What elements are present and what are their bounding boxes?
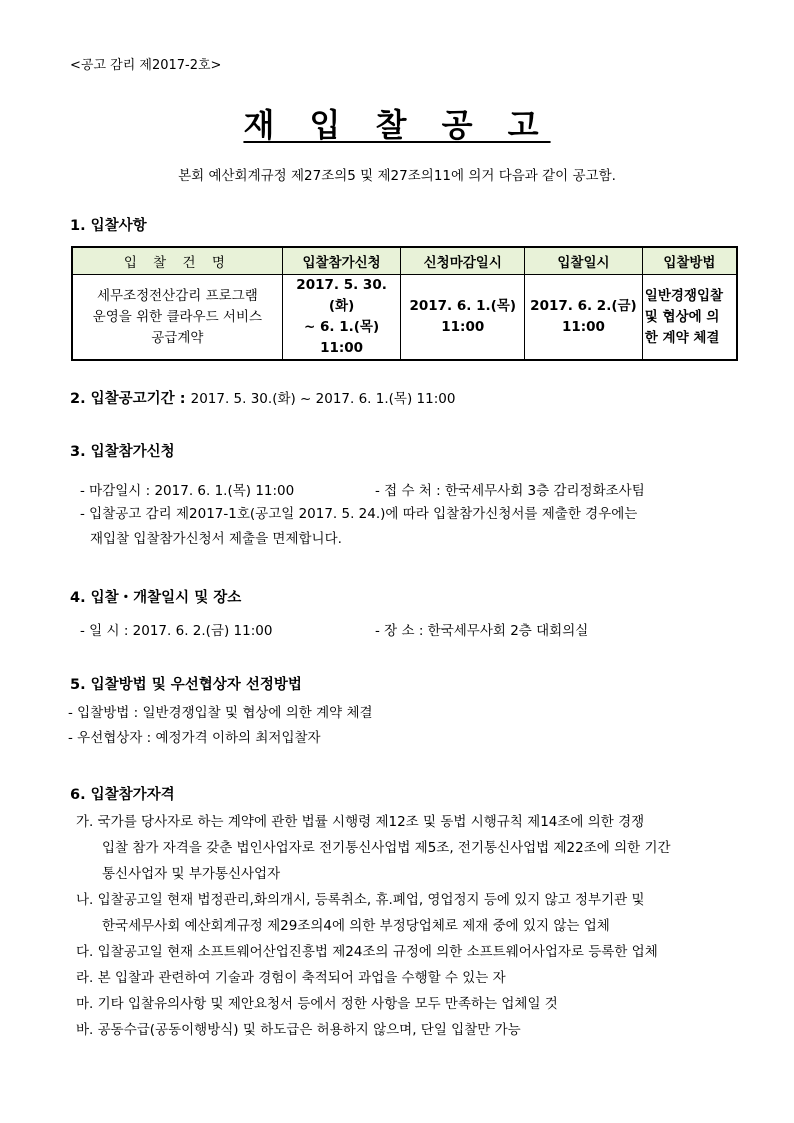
application-deadline: - 마감일시 : 2017. 6. 1.(목) 11:00 bbox=[80, 483, 295, 499]
bid-name-line: 운영을 위한 클라우드 서비스 bbox=[92, 308, 263, 325]
section-2-heading: 2. 입찰공고기간 : bbox=[70, 391, 186, 407]
header-bid-name: 입 찰 건 명 bbox=[72, 247, 282, 275]
apply-line: 2017. 5. 30.(화) bbox=[296, 277, 387, 314]
bid-method-line: 일반경쟁입찰 bbox=[644, 287, 724, 304]
page-title bbox=[0, 100, 794, 146]
qualification-ma: 마. 기타 입찰유의사항 및 제안요청서 등에서 정한 사항을 모두 만족하는 업체일 것 bbox=[76, 996, 558, 1012]
header-bid-method: 입찰방법 bbox=[642, 247, 737, 275]
qualification-ra: 라. 본 입찰과 관련하여 기술과 경험이 축적되어 과업을 수행할 수 있는 자 bbox=[76, 970, 506, 986]
page-title-text: 재 입 찰 공 고 bbox=[243, 106, 551, 144]
qualification-na-cont: 한국세무사회 예산회계규정 제29조의4에 의한 부정당업체로 제재 중에 있지 않는 업체 bbox=[102, 918, 610, 934]
bid-table bbox=[71, 246, 738, 361]
table-row bbox=[72, 275, 737, 361]
qualification-na: 나. 입찰공고일 현재 법정관리,화의개시, 등록취소, 휴.폐업, 영업정지 등에 있지 않고 정부기관 및 bbox=[76, 892, 645, 908]
apply-line: ~ 6. 1.(목) 11:00 bbox=[304, 319, 380, 356]
application-note: - 입찰공고 감리 제2017-1호(공고일 2017. 5. 24.)에 따라 입찰참가신청서를 제출한 경우에는 bbox=[80, 506, 638, 522]
deadline-line: 11:00 bbox=[441, 319, 485, 335]
qualification-da: 다. 입찰공고일 현재 소프트웨어산업진흥법 제24조의 규정에 의한 소프트웨어사업자로 등록한 업체 bbox=[76, 944, 658, 960]
intro-text: 본회 예산회계규정 제27조의5 및 제27조의11에 의거 다음과 같이 공고함. bbox=[178, 168, 616, 184]
section-1-heading: 1. 입찰사항 bbox=[70, 218, 147, 234]
bid-notice-period: 2017. 5. 30.(화) ~ 2017. 6. 1.(목) 11:00 bbox=[190, 391, 456, 407]
bid-date-line: 11:00 bbox=[561, 319, 605, 335]
bid-date-line: 2017. 6. 2.(금) bbox=[530, 298, 637, 314]
qualification-ga: 가. 국가를 당사자로 하는 계약에 관한 법률 시행령 제12조 및 동법 시행규칙 제14조에 의한 경쟁 bbox=[76, 814, 645, 830]
bid-method-line: 한 계약 체결 bbox=[644, 329, 720, 346]
header-deadline: 신청마감일시 bbox=[401, 247, 525, 275]
deadline-line: 2017. 6. 1.(목) bbox=[409, 298, 517, 314]
priority-negotiator: - 우선협상자 : 예정가격 이하의 최저입찰자 bbox=[68, 730, 321, 746]
qualification-ga-cont: 입찰 참가 자격을 갖춘 법인사업자로 전기통신사업법 제5조, 전기통신사업법 제22조에 의한 기간 bbox=[102, 840, 671, 856]
bid-method-line: 및 협상에 의 bbox=[644, 308, 720, 325]
section-5-heading: 5. 입찰방법 및 우선협상자 선정방법 bbox=[70, 677, 302, 693]
bid-name-line: 세무조정전산감리 프로그램 bbox=[96, 287, 258, 304]
cell-bid-method bbox=[642, 275, 737, 361]
application-note-cont: 재입찰 입찰참가신청서 제출을 면제합니다. bbox=[90, 531, 342, 547]
header-bid-date: 입찰일시 bbox=[525, 247, 643, 275]
cell-apply bbox=[282, 275, 401, 361]
section-3-heading: 3. 입찰참가신청 bbox=[70, 444, 175, 460]
bid-method-text: - 입찰방법 : 일반경쟁입찰 및 협상에 의한 계약 체결 bbox=[68, 705, 373, 721]
opening-datetime: - 일 시 : 2017. 6. 2.(금) 11:00 bbox=[80, 623, 273, 639]
cell-bid-name bbox=[72, 275, 282, 361]
qualification-ba: 바. 공동수급(공동이행방식) 및 하도급은 허용하지 않으며, 단일 입찰만 가능 bbox=[76, 1022, 521, 1038]
section-4-heading: 4. 입찰・개찰일시 및 장소 bbox=[70, 590, 242, 606]
bid-name-line: 공급계약 bbox=[151, 329, 204, 346]
section-2 bbox=[70, 387, 455, 408]
bid-table-header-row bbox=[72, 247, 737, 275]
opening-place: - 장 소 : 한국세무사회 2층 대회의실 bbox=[375, 623, 589, 639]
section-6-heading: 6. 입찰참가자격 bbox=[70, 787, 175, 803]
application-reception: - 접 수 처 : 한국세무사회 3층 감리정화조사팀 bbox=[375, 483, 645, 499]
qualification-ga-cont: 통신사업자 및 부가통신사업자 bbox=[102, 866, 281, 882]
notice-number: <공고 감리 제2017-2호> bbox=[70, 58, 222, 73]
cell-deadline bbox=[401, 275, 525, 361]
header-apply: 입찰참가신청 bbox=[282, 247, 401, 275]
cell-bid-date bbox=[525, 275, 643, 361]
